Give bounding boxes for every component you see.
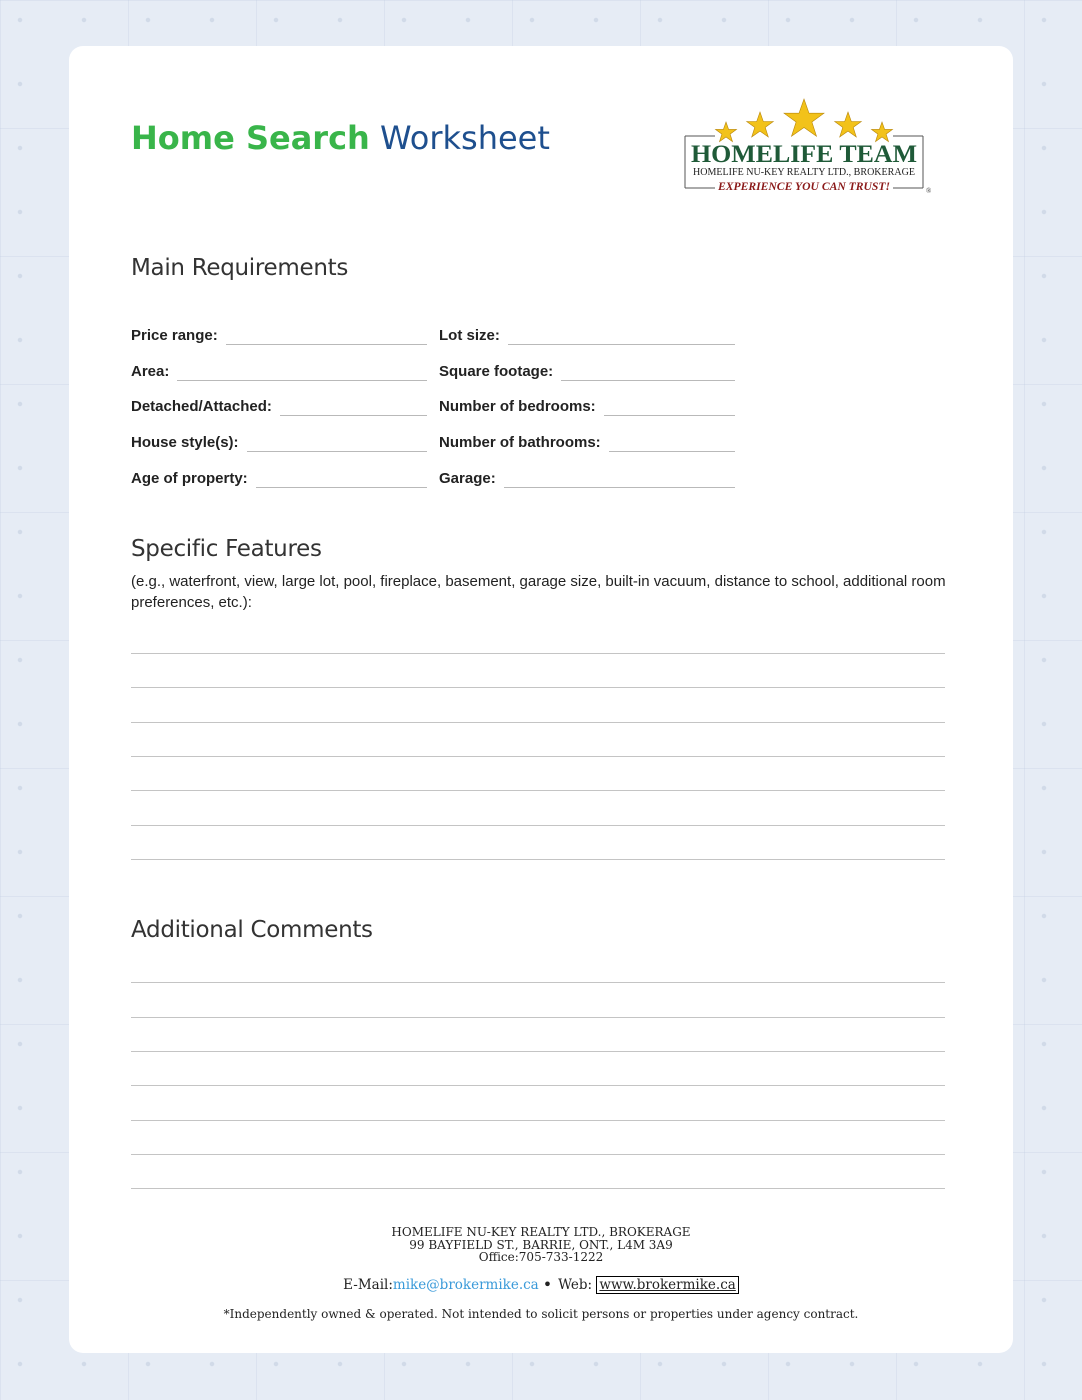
features-writing-line[interactable] — [131, 859, 945, 860]
title-strong: Home Search — [131, 119, 370, 157]
email-link[interactable]: mike@brokermike.ca — [392, 1277, 539, 1293]
comments-writing-line[interactable] — [131, 1085, 945, 1086]
footer-company: HOMELIFE NU-KEY REALTY LTD., BROKERAGE — [391, 1225, 691, 1239]
detached-attached-input-line[interactable] — [280, 414, 427, 416]
registered-mark-icon: ® — [926, 187, 932, 195]
specific-features-heading: Specific Features — [131, 536, 322, 562]
footer-disclaimer: *Independently owned & operated. Not intended to solicit persons or properties under agency contract. — [223, 1307, 859, 1321]
square-footage-field[interactable] — [439, 359, 735, 381]
comments-writing-line[interactable] — [131, 1051, 945, 1052]
homelife-team-logo — [683, 96, 933, 200]
footer-address-block — [69, 1226, 1013, 1264]
garage-input-line[interactable] — [504, 486, 735, 488]
price-range-label: Price range: — [131, 327, 218, 344]
star-icon — [784, 99, 824, 136]
age-of-property-label: Age of property: — [131, 470, 248, 487]
area-label: Area: — [131, 363, 170, 380]
square-footage-label: Square footage: — [439, 363, 554, 380]
footer-contact-line — [69, 1276, 1013, 1294]
features-writing-line[interactable] — [131, 687, 945, 688]
comments-writing-line[interactable] — [131, 982, 945, 983]
number-of-bathrooms-input-line[interactable] — [609, 450, 735, 452]
garage-label: Garage: — [439, 470, 496, 487]
star-icon — [716, 122, 737, 142]
additional-comments-heading: Additional Comments — [131, 917, 373, 943]
email-label: E-Mail: — [343, 1277, 393, 1293]
worksheet-page — [69, 46, 1013, 1353]
price-range-field[interactable] — [131, 323, 427, 345]
lot-size-field[interactable] — [439, 323, 735, 345]
logo-stars — [716, 99, 893, 142]
logo-slogan: EXPERIENCE YOU CAN TRUST! — [716, 181, 890, 193]
footer-address: 99 BAYFIELD ST., BARRIE, ONT., L4M 3A9 — [409, 1237, 673, 1252]
lot-size-input-line[interactable] — [508, 343, 735, 345]
price-range-input-line[interactable] — [226, 343, 427, 345]
number-of-bedrooms-label: Number of bedrooms: — [439, 398, 596, 415]
garage-field[interactable] — [439, 466, 735, 488]
star-icon — [747, 112, 774, 137]
features-writing-line[interactable] — [131, 825, 945, 826]
house-style-field[interactable] — [131, 430, 427, 452]
detached-attached-field[interactable] — [131, 394, 427, 416]
main-requirements-heading: Main Requirements — [131, 255, 349, 281]
number-of-bathrooms-label: Number of bathrooms: — [439, 434, 601, 451]
footer-office-phone: Office:705-733-1222 — [478, 1250, 604, 1264]
title-light: Worksheet — [380, 119, 550, 157]
star-icon — [835, 112, 862, 137]
age-of-property-field[interactable] — [131, 466, 427, 488]
square-footage-input-line[interactable] — [561, 379, 735, 381]
features-writing-line[interactable] — [131, 756, 945, 757]
features-writing-line[interactable] — [131, 653, 945, 654]
specific-features-hint: (e.g., waterfront, view, large lot, pool, fireplace, basement, garage size, built-in vacuum, distance to school, additional room preferences, etc.): — [131, 573, 946, 611]
area-input-line[interactable] — [177, 379, 427, 381]
comments-writing-line[interactable] — [131, 1188, 945, 1189]
house-style-label: House style(s): — [131, 434, 239, 451]
web-link[interactable]: www.brokermike.ca — [596, 1276, 738, 1294]
logo-name: HOMELIFE TEAM — [691, 141, 917, 168]
logo-subtitle: HOMELIFE NU-KEY REALTY LTD., BROKERAGE — [693, 167, 915, 178]
web-label: Web: — [558, 1277, 593, 1293]
features-writing-line[interactable] — [131, 790, 945, 791]
page-title — [131, 116, 550, 160]
number-of-bathrooms-field[interactable] — [439, 430, 735, 452]
number-of-bedrooms-field[interactable] — [439, 394, 735, 416]
features-writing-line[interactable] — [131, 722, 945, 723]
detached-attached-label: Detached/Attached: — [131, 398, 272, 415]
house-style-input-line[interactable] — [247, 450, 427, 452]
comments-writing-line[interactable] — [131, 1120, 945, 1121]
age-of-property-input-line[interactable] — [256, 486, 427, 488]
comments-writing-line[interactable] — [131, 1017, 945, 1018]
bullet-separator: • — [542, 1275, 553, 1294]
area-field[interactable] — [131, 359, 427, 381]
comments-writing-line[interactable] — [131, 1154, 945, 1155]
star-icon — [872, 122, 893, 142]
lot-size-label: Lot size: — [439, 327, 500, 344]
number-of-bedrooms-input-line[interactable] — [604, 414, 735, 416]
